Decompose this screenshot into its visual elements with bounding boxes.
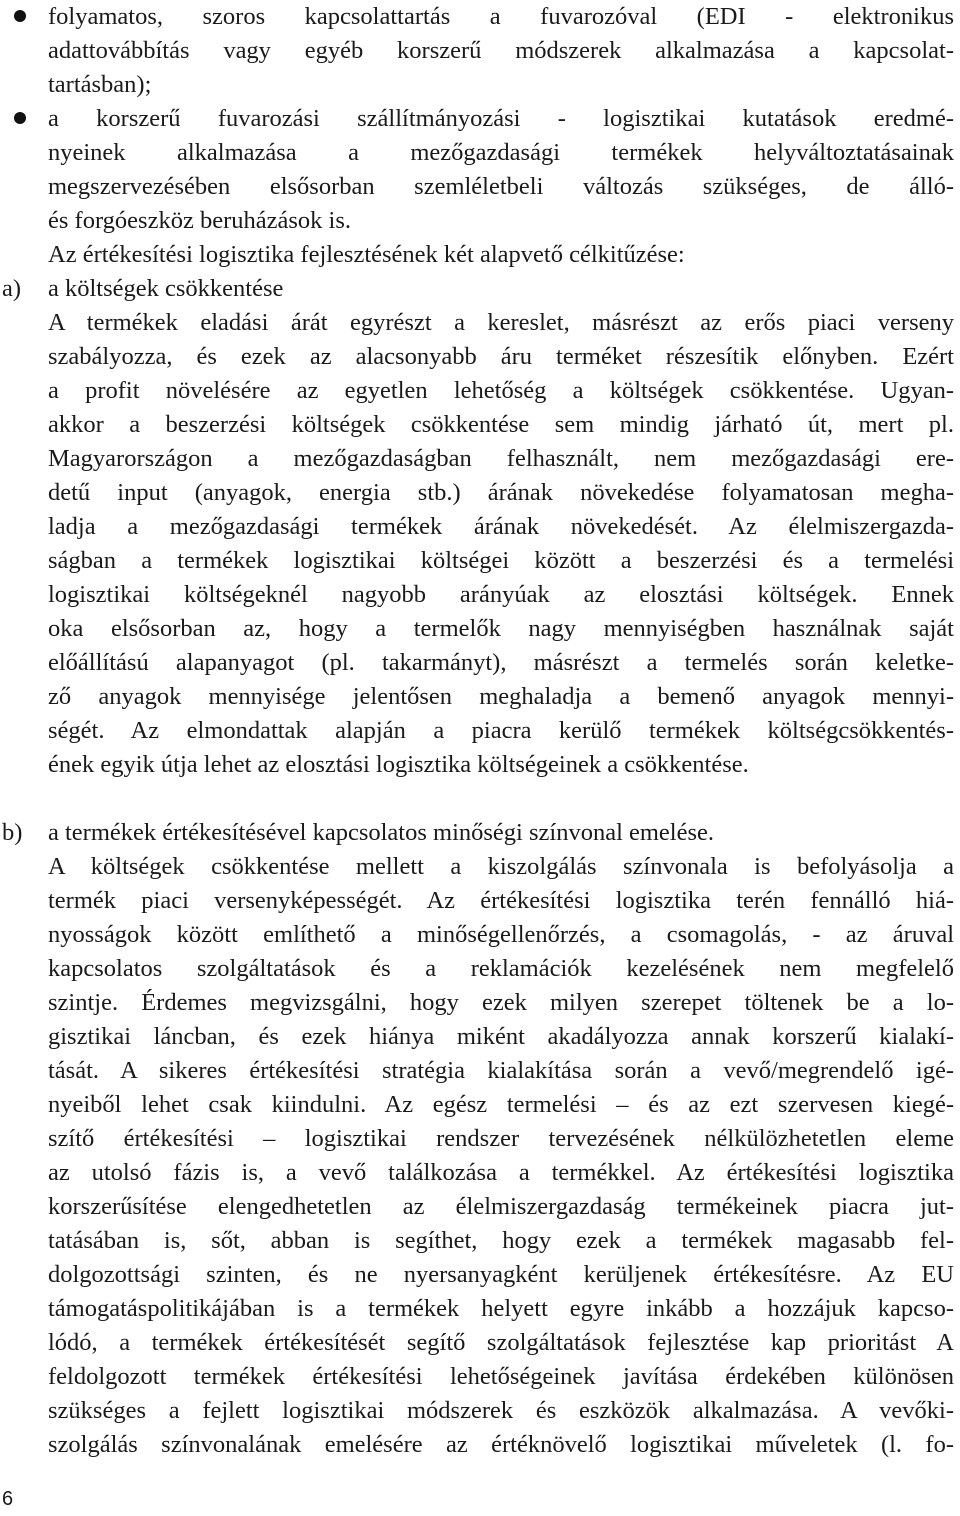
text-line: szintje. Érdemes megvizsgálni, hogy ezek milyen szerepet töltenek be a lo- bbox=[48, 989, 954, 1016]
text-line: a profit növelésére az egyetlen lehetőség a költségek csökkentése. Ugyan- bbox=[48, 377, 954, 404]
text-line: tartásban); bbox=[48, 71, 152, 98]
text-line: nyeiből lehet csak kiindulni. Az egész termelési – és az ezt szervesen kiegé- bbox=[48, 1091, 954, 1118]
text-line: adattovábbítás vagy egyéb korszerű módszerek alkalmazása a kapcsolat- bbox=[48, 37, 954, 64]
text-line: logisztikai költségeknél nagyobb arányúak az elosztási költségek. Ennek bbox=[48, 581, 954, 608]
page-number: 6 bbox=[2, 1488, 14, 1510]
text-line: A költségek csökkentése mellett a kiszolgálás színvonala is befolyásolja a bbox=[48, 853, 954, 880]
text-line: ladja a mezőgazdasági termékek árának növekedését. Az élelmiszergazda- bbox=[48, 513, 954, 540]
text-line: ének egyik útja lehet az elosztási logisztika költségeinek a csökkentése. bbox=[48, 751, 749, 778]
text-line: szítő értékesítési – logisztikai rendszer tervezésének nélkülözhetetlen eleme bbox=[48, 1125, 954, 1152]
text-line: szabályozza, és ezek az alacsonyabb áru terméket részesítik előnyben. Ezért bbox=[48, 343, 954, 370]
text-line: tatásában is, sőt, abban is segíthet, hogy ezek a termékek magasabb fel- bbox=[48, 1227, 954, 1254]
text-line: nyosságok között említhető a minőségellenőrzés, a csomagolás, - az áruval bbox=[48, 921, 954, 948]
text-line: lódó, a termékek értékesítését segítő szolgáltatások fejlesztése kap prioritást A bbox=[48, 1329, 954, 1356]
intro-line: Az értékesítési logisztika fejlesztésének két alapvető célkitűzése: bbox=[48, 241, 685, 268]
text-line: ságban a termékek logisztikai költségei között a beszerzési és a termelési bbox=[48, 547, 954, 574]
section-a-marker: a) bbox=[2, 275, 22, 302]
section-b-heading: a termékek értékesítésével kapcsolatos minőségi színvonal emelése. bbox=[48, 819, 715, 846]
text-line: a korszerű fuvarozási szállítmányozási - logisztikai kutatások eredmé- bbox=[48, 105, 954, 132]
text-line: az utolsó fázis is, a vevő találkozása a termékkel. Az értékesítési logisztika bbox=[48, 1159, 954, 1186]
text-line: szolgálás színvonalának emelésére az értéknövelő logisztikai műveletek (l. fo- bbox=[48, 1431, 954, 1458]
text-line: feldolgozott termékek értékesítési lehetőségeinek javítása érdekében különösen bbox=[48, 1363, 954, 1390]
section-b-marker: b) bbox=[2, 819, 23, 846]
text-line: ségét. Az elmondattak alapján a piacra kerülő termékek költségcsökkentés- bbox=[48, 717, 954, 744]
bullet-dot bbox=[14, 10, 26, 22]
text-line: folyamatos, szoros kapcsolattartás a fuvarozóval (EDI - elektronikus bbox=[48, 3, 954, 30]
text-line: kapcsolatos szolgáltatások és a reklamációk kezelésének nem megfelelő bbox=[48, 955, 954, 982]
text-line: gisztikai láncban, és ezek hiánya miként akadályozza annak korszerű kialakí- bbox=[48, 1023, 954, 1050]
bullet-dot bbox=[14, 112, 26, 124]
text-line: előállítású alapanyagot (pl. takarmányt), másrészt a termelés során keletke- bbox=[48, 649, 954, 676]
text-line: ző anyagok mennyisége jelentősen meghaladja a bemenő anyagok mennyi- bbox=[48, 683, 954, 710]
text-line: tását. A sikeres értékesítési stratégia kialakítása során a vevő/megrendelő igé- bbox=[48, 1057, 954, 1084]
text-line: dolgozottsági szinten, és ne nyersanyagként kerüljenek értékesítésre. Az EU bbox=[48, 1261, 954, 1288]
text-line: megszervezésében elsősorban szemléletbeli változás szükséges, de álló- bbox=[48, 173, 954, 200]
section-a-heading: a költségek csökkentése bbox=[48, 275, 284, 302]
text-line: korszerűsítése elengedhetetlen az élelmiszergazdaság termékeinek piacra jut- bbox=[48, 1193, 954, 1220]
text-line: szükséges a fejlett logisztikai módszerek és eszközök alkalmazása. A vevőki- bbox=[48, 1397, 954, 1424]
text-line: detű input (anyagok, energia stb.) árának növekedése folyamatosan megha- bbox=[48, 479, 954, 506]
text-line: akkor a beszerzési költségek csökkentése sem mindig járható út, mert pl. bbox=[48, 411, 954, 438]
text-line: Magyarországon a mezőgazdaságban felhasznált, nem mezőgazdasági ere- bbox=[48, 445, 954, 472]
text-line: támogatáspolitikájában is a termékek helyett egyre inkább a hozzájuk kapcso- bbox=[48, 1295, 954, 1322]
text-line: nyeinek alkalmazása a mezőgazdasági termékek helyváltoztatásainak bbox=[48, 139, 954, 166]
text-line: oka elsősorban az, hogy a termelők nagy mennyiségben használnak saját bbox=[48, 615, 954, 642]
text-line: és forgóeszköz beruházások is. bbox=[48, 207, 351, 234]
text-line: A termékek eladási árát egyrészt a kereslet, másrészt az erős piaci verseny bbox=[48, 309, 954, 336]
text-line: termék piaci versenyképességét. Az értékesítési logisztika terén fennálló hiá- bbox=[48, 887, 954, 914]
